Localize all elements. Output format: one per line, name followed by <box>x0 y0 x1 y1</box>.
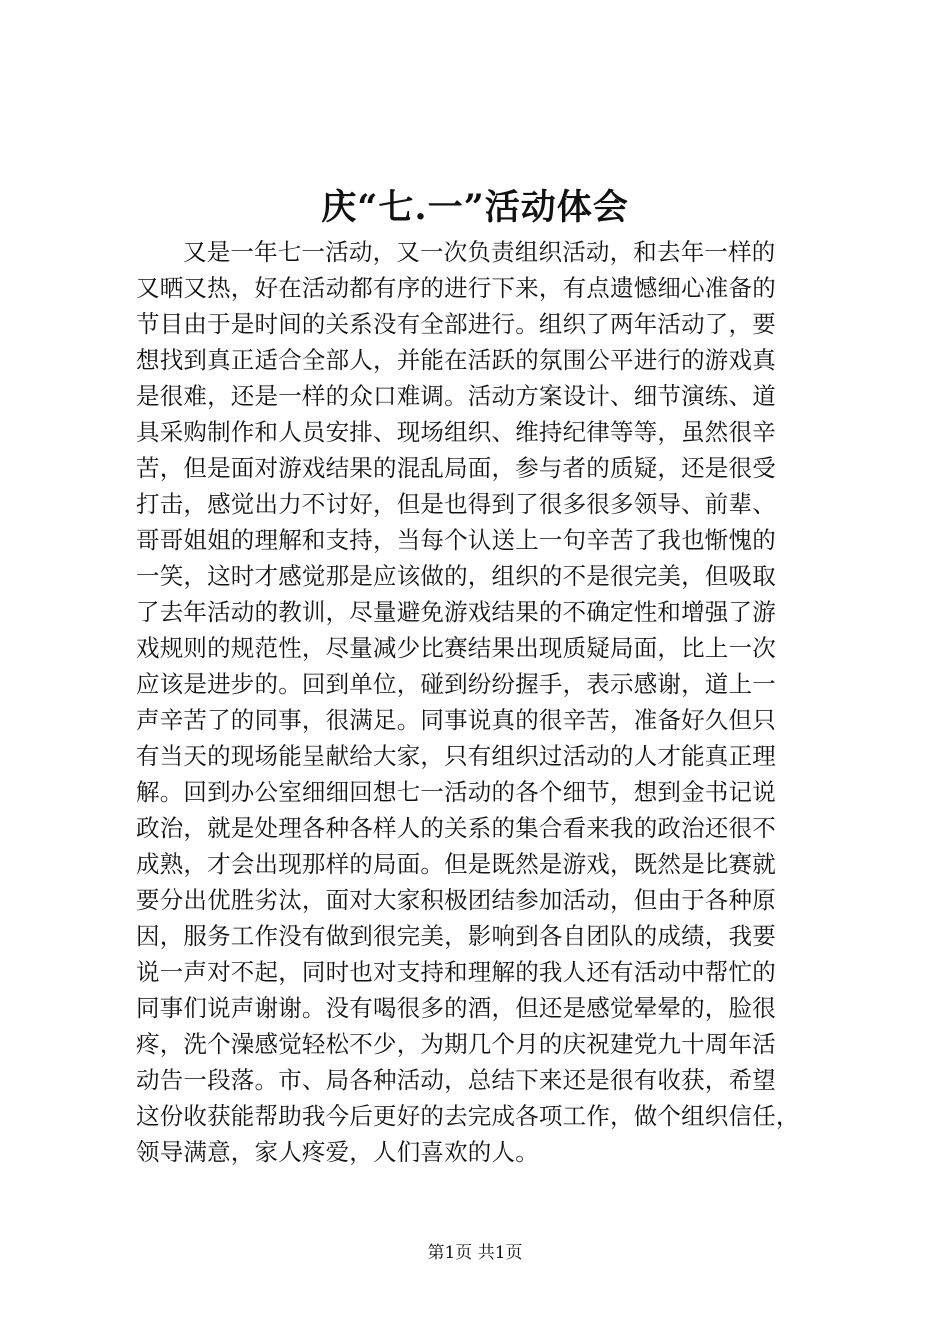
body-line: 打击，感觉出力不讨好，但是也得到了很多很多领导、前辈、 <box>136 490 776 518</box>
body-line: 具采购制作和人员安排、现场组织、维持纪律等等，虽然很辛 <box>136 418 776 446</box>
body-line: 节目由于是时间的关系没有全部进行。组织了两年活动了，要 <box>136 310 776 338</box>
body-line: 因，服务工作没有做到很完美，影响到各自团队的成绩，我要 <box>136 922 776 950</box>
document-body <box>136 234 848 1170</box>
body-line: 政治，就是处理各种各样人的关系的集合看来我的政治还很不 <box>136 814 776 842</box>
body-line: 又晒又热，好在活动都有序的进行下来，有点遗憾细心准备的 <box>136 274 776 302</box>
body-line: 同事们说声谢谢。没有喝很多的酒，但还是感觉晕晕的，脸很 <box>136 994 776 1022</box>
body-line: 是很难，还是一样的众口难调。活动方案设计、细节演练、道 <box>136 382 776 410</box>
body-line: 成熟，才会出现那样的局面。但是既然是游戏，既然是比赛就 <box>136 850 776 878</box>
body-line: 声辛苦了的同事，很满足。同事说真的很辛苦，准备好久但只 <box>136 706 776 734</box>
body-line: 应该是进步的。回到单位，碰到纷纷握手，表示感谢，道上一 <box>136 670 776 698</box>
body-line: 动告一段落。市、局各种活动，总结下来还是很有收获，希望 <box>136 1066 776 1094</box>
body-line: 说一声对不起，同时也对支持和理解的我人还有活动中帮忙的 <box>136 958 776 986</box>
page-number-footer: 第1页 共1页 <box>427 1243 523 1263</box>
body-line: 解。回到办公室细细回想七一活动的各个细节，想到金书记说 <box>136 778 776 806</box>
body-line: 戏规则的规范性，尽量减少比赛结果出现质疑局面，比上一次 <box>136 634 776 662</box>
body-line: 哥哥姐姐的理解和支持，当每个认送上一句辛苦了我也惭愧的 <box>136 526 776 554</box>
body-line: 领导满意，家人疼爱，人们喜欢的人。 <box>136 1138 539 1166</box>
body-line: 这份收获能帮助我今后更好的去完成各项工作，做个组织信任， <box>136 1102 800 1130</box>
body-line: 了去年活动的教训，尽量避免游戏结果的不确定性和增强了游 <box>136 598 776 626</box>
body-line: 有当天的现场能呈献给大家，只有组织过活动的人才能真正理 <box>136 742 776 770</box>
document-title: 庆“七.一”活动体会 <box>321 187 629 228</box>
body-line: 疼，洗个澡感觉轻松不少，为期几个月的庆祝建党九十周年活 <box>136 1030 776 1058</box>
body-line: 要分出优胜劣汰，面对大家积极团结参加活动，但由于各种原 <box>136 886 776 914</box>
body-line: 想找到真正适合全部人，并能在活跃的氛围公平进行的游戏真 <box>136 346 776 374</box>
body-line: 又是一年七一活动，又一次负责组织活动，和去年一样的 <box>183 238 776 266</box>
body-line: 一笑，这时才感觉那是应该做的，组织的不是很完美，但吸取 <box>136 562 776 590</box>
body-line: 苦，但是面对游戏结果的混乱局面，参与者的质疑，还是很受 <box>136 454 776 482</box>
